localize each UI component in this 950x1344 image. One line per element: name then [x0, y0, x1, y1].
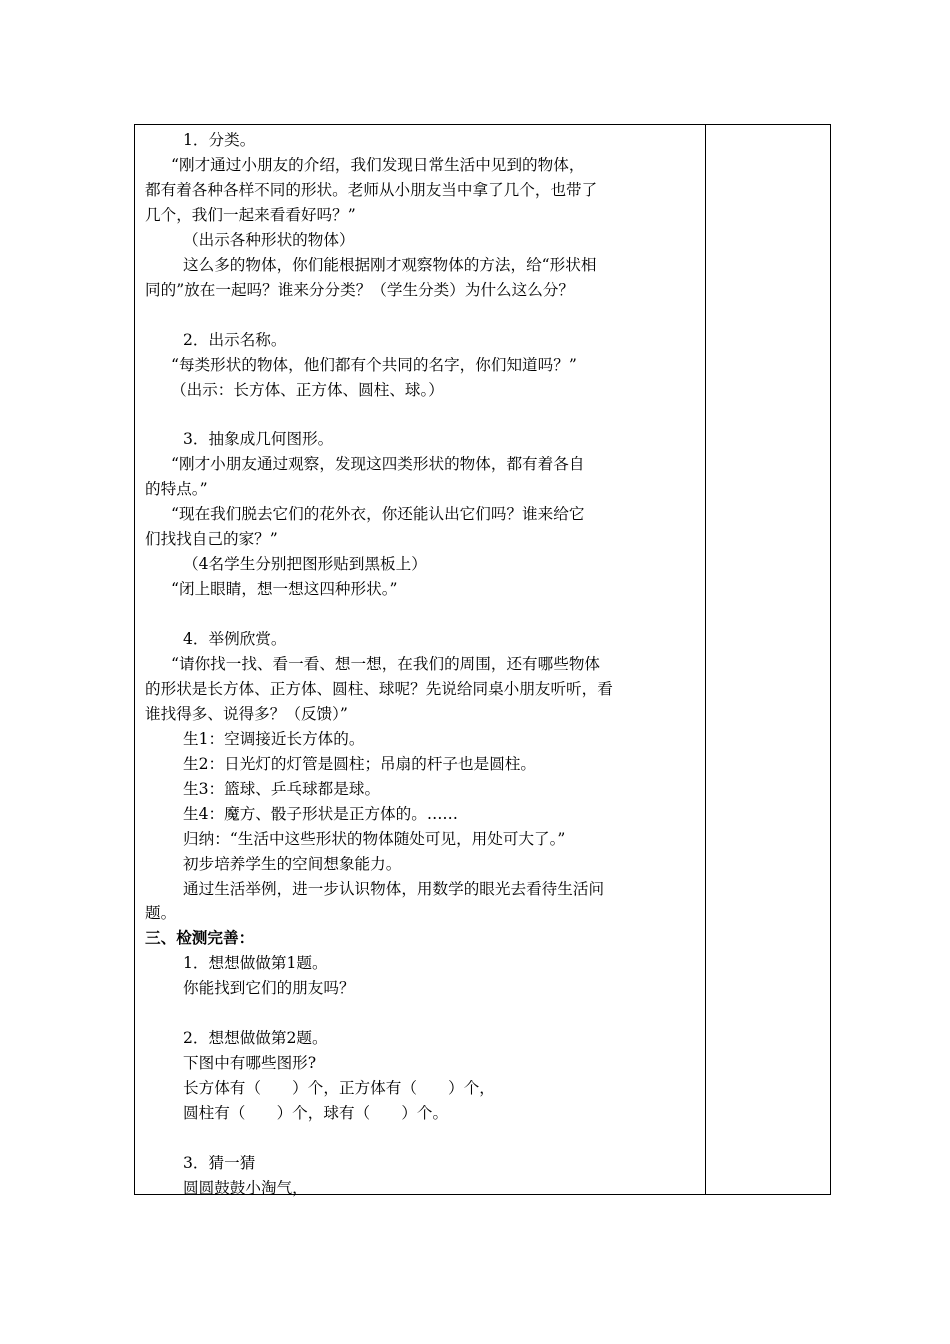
text-line: 生4：魔方、骰子形状是正方体的。……: [183, 804, 459, 823]
text-line: 生3：篮球、乒乓球都是球。: [183, 779, 381, 798]
text-line: （出示各种形状的物体）: [183, 230, 355, 249]
text-line: 3．抽象成几何图形。: [183, 430, 334, 449]
text-line: 生2：日光灯的灯管是圆柱；吊扇的杆子也是圆柱。: [183, 754, 536, 773]
text-line: “刚才小朋友通过观察，发现这四类形状的物体，都有着各自: [171, 455, 585, 474]
text-line: “闭上眼睛，想一想这四种形状。”: [171, 580, 398, 599]
text-line: “现在我们脱去它们的花外衣，你还能认出它们吗？谁来给它: [171, 505, 585, 524]
text-line: 1．分类。: [183, 131, 256, 149]
text-line: 4．举例欣赏。: [183, 630, 287, 648]
lesson-table: [134, 124, 831, 1195]
text-line: 圆圆鼓鼓小淘气，: [183, 1178, 308, 1197]
text-line: 2．想想做做第2题。: [183, 1029, 328, 1048]
text-line: 题。: [145, 904, 177, 923]
text-line: 3．猜一猜: [183, 1153, 256, 1172]
text-line: （4名学生分别把图形贴到黑板上）: [183, 555, 427, 574]
text-line: 2．出示名称。: [183, 330, 287, 349]
text-line: “刚才通过小朋友的介绍，我们发现日常生活中见到的物体，: [171, 155, 585, 174]
text-line: 这么多的物体，你们能根据刚才观察物体的方法，给“形状相: [183, 255, 597, 274]
notes-cell: [706, 125, 830, 1194]
text-line: 长方体有（ ）个，正方体有（ ）个，: [183, 1079, 495, 1098]
text-line: 下图中有哪些图形?: [183, 1054, 317, 1073]
text-line: 都有着各种各样不同的形状。老师从小朋友当中拿了几个，也带了: [145, 180, 598, 199]
text-line: 通过生活举例，进一步认识物体，用数学的眼光去看待生活问: [183, 879, 605, 898]
text-line: 圆柱有（ ）个，球有（ ）个。: [183, 1104, 449, 1123]
text-line: 同的”放在一起吗？谁来分分类？（学生分类）为什么这么分？: [145, 280, 575, 299]
text-line: 你能找到它们的朋友吗？: [183, 979, 355, 998]
text-line: （出示：长方体、正方体、圆柱、球。）: [171, 380, 444, 399]
text-line: 三、检测完善：: [145, 928, 255, 948]
text-line: “每类形状的物体，他们都有个共同的名字，你们知道吗？”: [171, 355, 577, 374]
text-line: 生1：空调接近长方体的。: [183, 729, 365, 748]
text-line: “请你找一找、看一看、想一想，在我们的周围，还有哪些物体: [171, 654, 601, 673]
text-line: 初步培养学生的空间想象能力。: [183, 854, 402, 873]
text-line: 1．想想做做第1题。: [183, 954, 328, 973]
text-line: 几个，我们一起来看看好吗？”: [145, 205, 356, 224]
text-line: 归纳：“生活中这些形状的物体随处可见，用处可大了。”: [183, 829, 566, 848]
text-line: 的形状是长方体、正方体、圆柱、球呢？先说给同桌小朋友听听，看: [145, 679, 613, 698]
text-line: 的特点。”: [145, 480, 208, 499]
text-line: 们找找自己的家？”: [145, 530, 278, 549]
text-line: 谁找得多、说得多？（反馈）”: [145, 704, 348, 723]
